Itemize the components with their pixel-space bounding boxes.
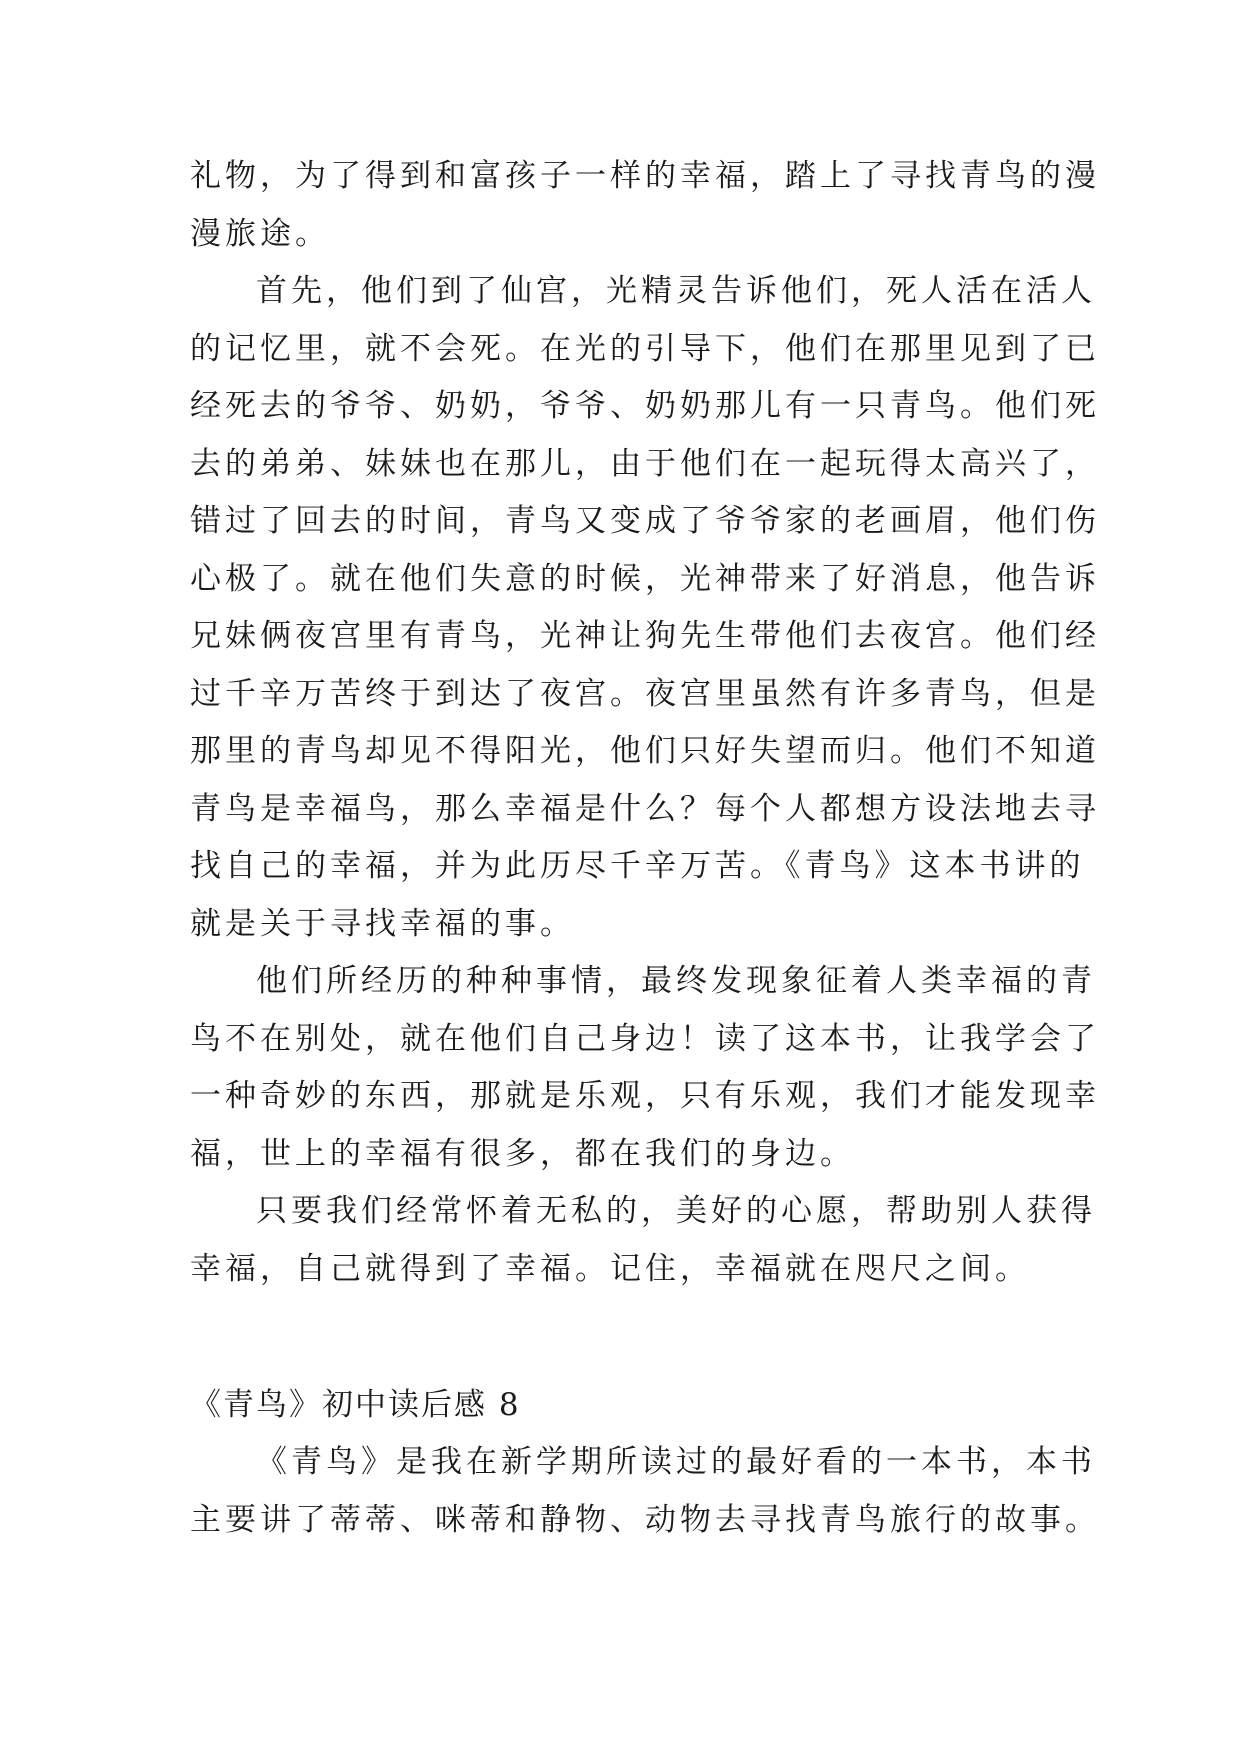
- text-line: 首先，他们到了仙宫，光精灵告诉他们，死人活在活人: [256, 273, 1096, 309]
- paragraph-1: [190, 148, 1100, 263]
- body-text-bottom: [190, 1434, 1100, 1549]
- paragraph-2: [190, 263, 1100, 953]
- text-line: 错过了回去的时间，青鸟又变成了爷爷家的老画眉，他们伤: [190, 503, 1100, 539]
- paragraph-3: [190, 953, 1100, 1183]
- body-text-top: [190, 148, 1100, 1298]
- text-line: 的记忆里，就不会死。在光的引导下，他们在那里见到了已: [190, 330, 1100, 367]
- text-line: 就是关于寻找幸福的事。: [190, 905, 575, 942]
- text-line: 经死去的爷爷、奶奶，爷爷、奶奶那儿有一只青鸟。他们死: [190, 388, 1100, 424]
- paragraph-4: [190, 1183, 1096, 1298]
- text-line: 过千辛万苦终于到达了夜宫。夜宫里虽然有许多青鸟，但是: [190, 675, 1100, 712]
- text-line: 兄妹俩夜宫里有青鸟，光神让狗先生带他们去夜宫。他们经: [190, 618, 1100, 654]
- text-line: 《青鸟》是我在新学期所读过的最好看的一本书，本书: [256, 1444, 1096, 1480]
- text-line: 幸福，自己就得到了幸福。记住，幸福就在咫尺之间。: [190, 1250, 1030, 1287]
- text-line: 漫旅途。: [190, 215, 330, 252]
- text-line: 青鸟是幸福鸟，那么幸福是什么？每个人都想方设法地去寻: [190, 790, 1100, 827]
- text-line: 他们所经历的种种事情，最终发现象征着人类幸福的青: [256, 963, 1096, 999]
- text-line: 去的弟弟、妹妹也在那儿，由于他们在一起玩得太高兴了，: [190, 445, 1100, 482]
- text-line: 那里的青鸟却见不得阳光，他们只好失望而归。他们不知道: [190, 733, 1100, 769]
- text-line: 主要讲了蒂蒂、咪蒂和静物、动物去寻找青鸟旅行的故事。: [190, 1501, 1100, 1538]
- section-heading: 《青鸟》初中读后感 8: [190, 1387, 521, 1423]
- text-line: 只要我们经常怀着无私的，美好的心愿，帮助别人获得: [256, 1193, 1096, 1229]
- text-line: 鸟不在别处，就在他们自己身边！读了这本书，让我学会了: [190, 1020, 1100, 1057]
- text-line: 福，世上的幸福有很多，都在我们的身边。: [190, 1135, 855, 1172]
- text-line: 心极了。就在他们失意的时候，光神带来了好消息，他告诉: [190, 560, 1100, 597]
- text-line: 一种奇妙的东西，那就是乐观，只有乐观，我们才能发现幸: [190, 1078, 1100, 1114]
- text-line: 礼物，为了得到和富孩子一样的幸福，踏上了寻找青鸟的漫: [190, 158, 1100, 194]
- paragraph-5: [190, 1434, 1100, 1549]
- text-line: 找自己的幸福，并为此历尽千辛万苦。《青鸟》这本书讲的: [190, 848, 1085, 884]
